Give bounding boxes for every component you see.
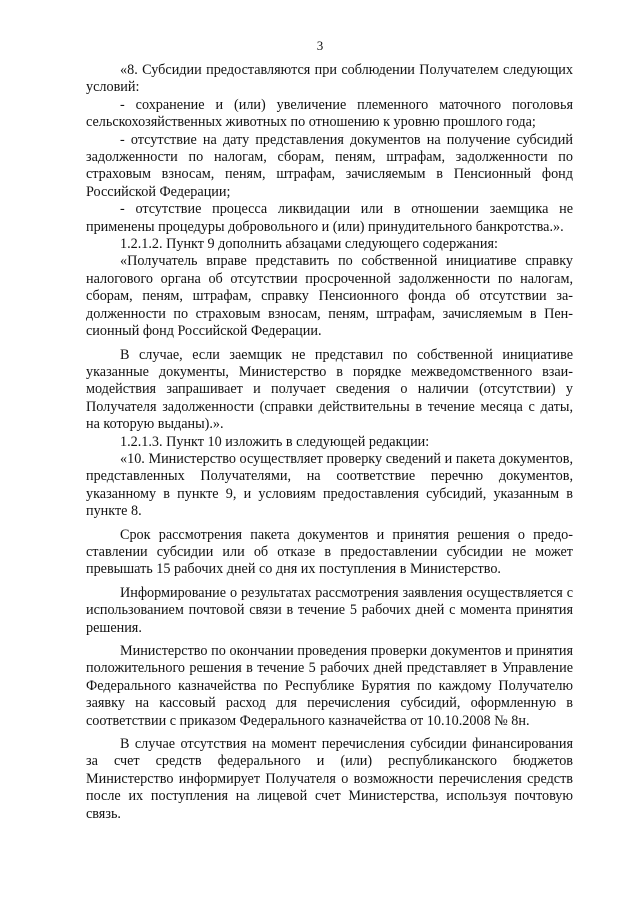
paragraph-condition-livestock: - сохранение и (или) увеличение племенного маточного поголовья сельскохозяйственных животных по отношению к уровню прошлого года;: [86, 96, 573, 131]
paragraph-funding-absence: В случае отсутствия на момент перечисления субсидии финансирования за счет средств федерального и (или) республиканского бюджетов Министерство информирует Получателя о возможности перечисления средств после их поступления на лицевой счет Министерства, используя почтовую связь.: [86, 736, 573, 822]
paragraph-condition-no-liquidation: - отсутствие процесса ликвидации или в отношении заемщика не применены процедуры добровольного и (или) принудительного банкротства.».: [86, 201, 573, 235]
paragraph-treasury-request: Министерство по окончании проведения проверки документов и принятия положительного решения в течение 5 рабочих дней представляет в Управление Федерального казначейства по Республике Бурятия по каждому Получателю заявку на кассовый расход для перечисления субсидий, оформленную в соответствии с приказом Федерального казначейства от 10.10.2008 № 8н.: [86, 643, 573, 729]
paragraph-condition-8-intro: «8. Субсидии предоставляются при соблюдении Получателем следующих условий:: [86, 62, 573, 96]
paragraph-notification: Информирование о результатах рассмотрения заявления осуществляется с использованием почтовой связи в течение 5 рабочих дней с момента принятия решения.: [86, 584, 573, 636]
paragraph-amendment-1-2-1-2: 1.2.1.2. Пункт 9 дополнить абзацами следующего содержания:: [120, 236, 498, 253]
paragraph-condition-no-debts: - отсутствие на дату представления документов на получение субсидий задолженности по налогам, сборам, пеням, штрафам, задолженности по страховым взносам, пеням, штрафам, зачисляемым в Пенсионный фонд Российской Федерации;: [86, 131, 573, 200]
paragraph-recipient-certificates: «Получатель вправе представить по собственной инициативе справку налогового органа об отсутствии просроченной задолженности по налогам, сборам, пеням, штрафам, справку Пенсионного фонда об отсутствии задолженности по страховым взносам, пеням, штрафам, зачисляемым в Пенсионный фонд Российской Федерации.: [86, 253, 573, 340]
paragraph-amendment-1-2-1-3: 1.2.1.3. Пункт 10 изложить в следующей редакции:: [120, 433, 430, 450]
page-number: 3: [316, 38, 324, 53]
paragraph-ministry-verification: «10. Министерство осуществляет проверку сведений и пакета документов, представленных Получателями, на соответствие перечню документов, указанному в пункте 9, и условиям предоставления субсидий, указанным в пункте 8.: [86, 450, 573, 520]
document-body: [86, 62, 573, 823]
paragraph-interagency-request: В случае, если заемщик не представил по собственной инициативе указанные документы, Министерство в порядке межведомственного взаимодействия запрашивает и получает сведения о наличии (отсутствии) у Получателя задолженности (справки действительны в течение месяца с даты, на которую выданы).».: [86, 346, 573, 433]
paragraph-review-period: Срок рассмотрения пакета документов и принятия решения о предоставлении субсидии или об отказе в предоставлении субсидии не может превышать 15 рабочих дней со дня их поступления в Министерство.: [86, 526, 573, 578]
